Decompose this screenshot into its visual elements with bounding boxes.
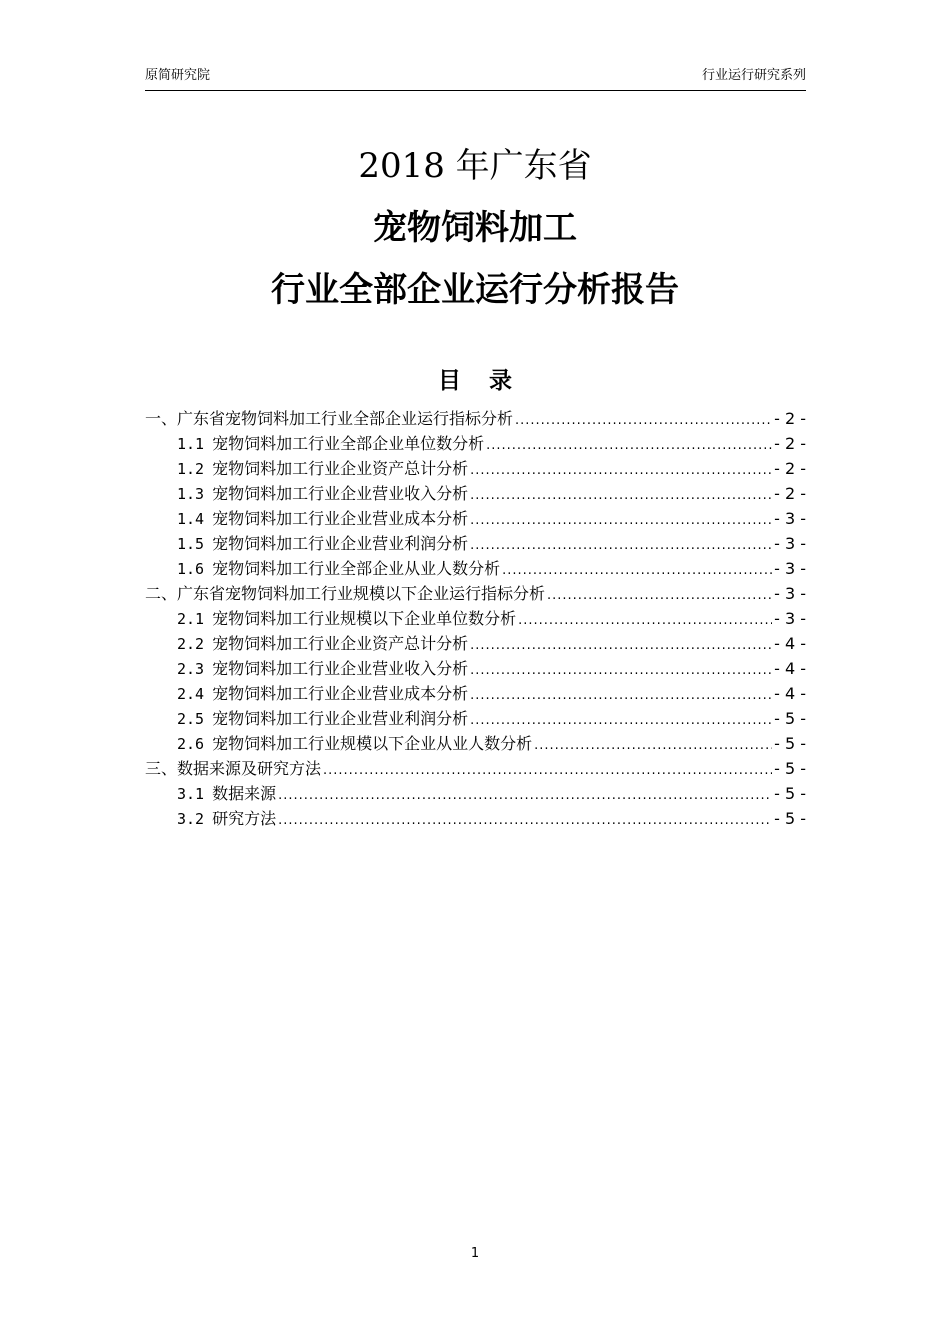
- toc-dot-leader: [470, 708, 772, 733]
- table-of-contents: [145, 406, 806, 831]
- toc-entry[interactable]: [145, 681, 806, 706]
- toc-entry-number: 1.2: [177, 460, 205, 478]
- toc-entry-page: - 5 -: [774, 759, 806, 778]
- toc-entry[interactable]: [145, 781, 806, 806]
- toc-entry[interactable]: [145, 731, 806, 756]
- header-organization: 原简研究院: [145, 68, 211, 83]
- toc-dot-leader: [502, 558, 772, 583]
- report-title-year-region: 2018 年广东省: [358, 146, 592, 186]
- page-number: 1: [470, 1246, 480, 1261]
- toc-entry-page: - 5 -: [774, 734, 806, 753]
- toc-entry[interactable]: [145, 706, 806, 731]
- toc-entry-number: 2.2: [177, 635, 205, 653]
- toc-heading: 目 录: [437, 368, 522, 394]
- toc-entry-page: - 5 -: [774, 809, 806, 828]
- toc-entry-number: 2.3: [177, 660, 205, 678]
- toc-dot-leader: [534, 733, 772, 758]
- toc-entry-number: 2.5: [177, 710, 205, 728]
- toc-dot-leader: [470, 683, 772, 708]
- toc-dot-leader: [470, 633, 772, 658]
- header-series: 行业运行研究系列: [701, 68, 806, 83]
- toc-entry-title: 宠物饲料加工行业全部企业从业人数分析: [212, 559, 501, 578]
- toc-entry-page: - 2 -: [774, 459, 806, 478]
- toc-entry[interactable]: [145, 456, 806, 481]
- toc-entry-title: 宠物饲料加工行业规模以下企业单位数分析: [212, 609, 517, 628]
- toc-entry-number: 3.2: [177, 810, 205, 828]
- toc-dot-leader: [470, 658, 772, 683]
- toc-dot-leader: [547, 583, 772, 608]
- toc-entry-page: - 3 -: [774, 584, 806, 603]
- toc-entry-title: 宠物饲料加工行业企业营业成本分析: [212, 509, 469, 528]
- toc-entry-page: - 5 -: [774, 784, 806, 803]
- toc-dot-leader: [470, 458, 772, 483]
- toc-entry[interactable]: [145, 481, 806, 506]
- toc-entry[interactable]: [145, 506, 806, 531]
- toc-entry-title: 宠物饲料加工行业规模以下企业从业人数分析: [212, 734, 533, 753]
- toc-entry[interactable]: [145, 531, 806, 556]
- toc-entry-page: - 4 -: [774, 634, 806, 653]
- toc-entry-number: 1.6: [177, 560, 205, 578]
- toc-dot-leader: [323, 758, 772, 783]
- toc-entry-page: - 4 -: [774, 684, 806, 703]
- toc-entry-page: - 2 -: [774, 434, 806, 453]
- toc-entry-title: 研究方法: [212, 809, 277, 828]
- page-header: [145, 66, 806, 91]
- toc-entry-title: 宠物饲料加工行业企业营业利润分析: [212, 534, 469, 553]
- toc-entry-number: 2.6: [177, 735, 205, 753]
- toc-entry-page: - 2 -: [774, 409, 806, 428]
- toc-dot-leader: [278, 808, 772, 833]
- toc-entry-number: 1.1: [177, 435, 205, 453]
- toc-entry[interactable]: [145, 406, 806, 431]
- toc-entry[interactable]: [145, 656, 806, 681]
- toc-entry[interactable]: [145, 581, 806, 606]
- toc-entry-title: 宠物饲料加工行业全部企业单位数分析: [212, 434, 485, 453]
- toc-entry[interactable]: [145, 631, 806, 656]
- toc-entry-number: 2.1: [177, 610, 205, 628]
- toc-dot-leader: [470, 533, 772, 558]
- toc-entry-title: 二、广东省宠物饲料加工行业规模以下企业运行指标分析: [145, 584, 546, 603]
- toc-entry-page: - 3 -: [774, 559, 806, 578]
- toc-entry-title: 宠物饲料加工行业企业营业成本分析: [212, 684, 469, 703]
- toc-dot-leader: [515, 408, 772, 433]
- toc-entry-number: 3.1: [177, 785, 205, 803]
- toc-entry-title: 宠物饲料加工行业企业资产总计分析: [212, 634, 469, 653]
- toc-entry[interactable]: [145, 806, 806, 831]
- toc-dot-leader: [486, 433, 772, 458]
- toc-entry-page: - 3 -: [774, 509, 806, 528]
- toc-entry[interactable]: [145, 606, 806, 631]
- toc-entry-number: 1.3: [177, 485, 205, 503]
- toc-entry-page: - 5 -: [774, 709, 806, 728]
- toc-entry-page: - 3 -: [774, 534, 806, 553]
- toc-entry[interactable]: [145, 756, 806, 781]
- toc-entry-page: - 2 -: [774, 484, 806, 503]
- toc-dot-leader: [518, 608, 772, 633]
- toc-entry-number: 1.5: [177, 535, 205, 553]
- toc-entry-title: 一、广东省宠物饲料加工行业全部企业运行指标分析: [145, 409, 514, 428]
- toc-entry-title: 宠物饲料加工行业企业营业收入分析: [212, 484, 469, 503]
- toc-entry-title: 宠物饲料加工行业企业营业利润分析: [212, 709, 469, 728]
- report-title-subject: 行业全部企业运行分析报告: [271, 270, 679, 310]
- toc-entry-title: 三、数据来源及研究方法: [145, 759, 322, 778]
- report-title-industry: 宠物饲料加工: [373, 208, 577, 248]
- toc-entry-number: 1.4: [177, 510, 205, 528]
- toc-entry[interactable]: [145, 431, 806, 456]
- toc-dot-leader: [278, 783, 772, 808]
- toc-entry-title: 宠物饲料加工行业企业营业收入分析: [212, 659, 469, 678]
- toc-entry-title: 数据来源: [212, 784, 277, 803]
- toc-dot-leader: [470, 508, 772, 533]
- toc-entry-number: 2.4: [177, 685, 205, 703]
- toc-dot-leader: [470, 483, 772, 508]
- toc-entry[interactable]: [145, 556, 806, 581]
- toc-entry-page: - 4 -: [774, 659, 806, 678]
- toc-entry-page: - 3 -: [774, 609, 806, 628]
- toc-entry-title: 宠物饲料加工行业企业资产总计分析: [212, 459, 469, 478]
